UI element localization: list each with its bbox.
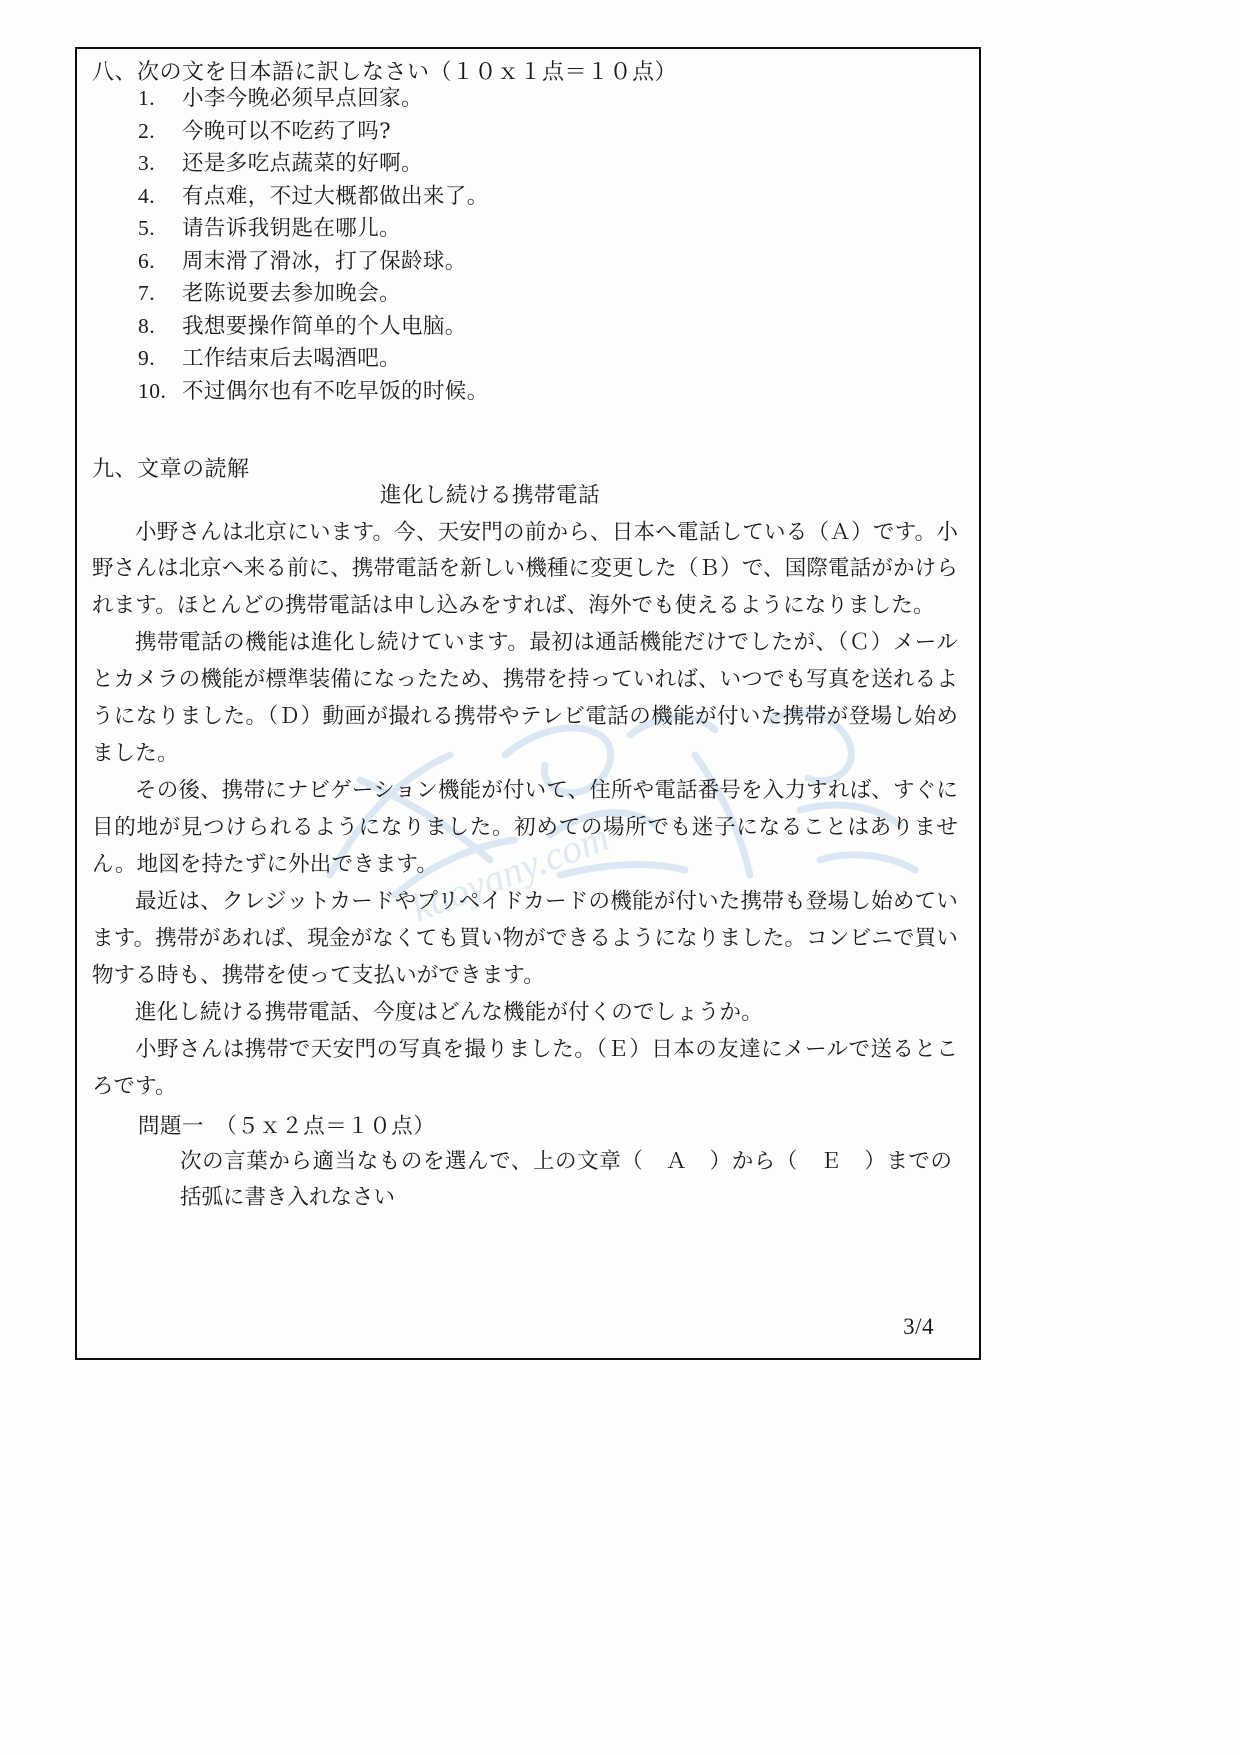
item-index: 2. xyxy=(138,118,156,143)
passage-paragraph: 携帯電話の機能は進化し続けています。最初は通話機能だけでしたが、（Ｃ）メールとカメラの機能が標準装備になったため、携帯を持っていれば、いつでも写真を送れるようになりました。（Ｄ）動画が撮れる携帯やテレビ電話の機能が付いた携帯が登場し始めました。 xyxy=(92,630,958,767)
item-text: 请告诉我钥匙在哪儿。 xyxy=(182,216,402,241)
item-text: 还是多吃点蔬菜的好啊。 xyxy=(182,151,423,176)
page-number: 3/4 xyxy=(903,1314,934,1339)
list-item xyxy=(92,313,958,339)
watermark-url: kaoyany.com xyxy=(405,813,616,931)
item-index: 3. xyxy=(138,151,156,175)
item-text: 我想要操作简单的个人电脑。 xyxy=(182,313,467,339)
item-text: 不过偶尔也有不吃早饭的时候。 xyxy=(182,378,489,404)
item-text: 小李今晚必须早点回家。 xyxy=(182,86,423,111)
item-index: 8. xyxy=(138,313,156,338)
question-one-heading: 問題一 （５ｘ２点＝１０点） xyxy=(138,1114,436,1139)
list-item xyxy=(92,218,958,240)
item-text: 有点难，不过大概都做出来了。 xyxy=(182,183,489,209)
passage-paragraph: その後、携帯にナビゲーション機能が付いて、住所や電話番号を入力すれば、すぐに目的地が見つけられるようになりました。初めての場所でも迷子になることはありません。地図を持たずに外出できます。 xyxy=(92,778,958,878)
list-item xyxy=(92,348,958,370)
list-item xyxy=(92,283,958,305)
item-index: 4. xyxy=(138,183,156,208)
item-index: 6. xyxy=(138,248,156,273)
section-eight-heading: 八、次の文を日本語に訳しなさい（１０ｘ１点＝１０点） xyxy=(92,60,678,85)
item-index: 10. xyxy=(138,378,167,403)
item-index: 1. xyxy=(138,86,156,110)
item-index: 9. xyxy=(138,346,156,370)
item-text: 周末滑了滑冰，打了保龄球。 xyxy=(182,248,467,274)
passage-paragraph: 進化し続ける携帯電話、今度はどんな機能が付くのでしょうか。 xyxy=(135,1000,763,1026)
item-index: 7. xyxy=(138,281,156,305)
list-item xyxy=(92,378,958,404)
passage-paragraph: 最近は、クレジットカードやプリペイドカードの機能が付いた携帯も登場し始めています。携帯があれば、現金がなくても買い物ができるようになりました。コンビニで買い物する時も、携帯を使って支払いができます。 xyxy=(92,889,958,989)
list-item xyxy=(92,88,958,110)
list-item xyxy=(92,153,958,175)
section-nine-heading: 九、文章の読解 xyxy=(92,457,250,482)
item-text: 今晚可以不吃药了吗? xyxy=(182,118,392,144)
item-index: 5. xyxy=(138,216,156,240)
list-item xyxy=(92,118,958,144)
translation-question-list xyxy=(92,88,958,402)
section-spacer xyxy=(92,413,958,453)
item-text: 工作结束后去喝酒吧。 xyxy=(182,346,402,371)
passage-paragraph: 小野さんは携帯で天安門の写真を撮りました。（Ｅ）日本の友達にメールで送るところです。 xyxy=(92,1037,958,1100)
question-one-body: 次の言葉から適当なものを選んで、上の文章（ Ａ ）から（ Ｅ ）までの括弧に書き入れなさい xyxy=(180,1148,952,1211)
exam-content xyxy=(86,56,970,1352)
list-item xyxy=(92,248,958,274)
list-item xyxy=(92,183,958,209)
passage-title: 進化し続ける携帯電話 xyxy=(379,483,600,508)
item-text: 老陈说要去参加晚会。 xyxy=(182,281,402,306)
passage-paragraph: 小野さんは北京にいます。今、天安門の前から、日本へ電話している（Ａ）です。小野さんは北京へ来る前に、携帯電話を新しい機種に変更した（Ｂ）で、国際電話がかけられます。ほとんどの携帯電話は申し込みをすれば、海外でも使えるようになりました。 xyxy=(92,519,958,619)
